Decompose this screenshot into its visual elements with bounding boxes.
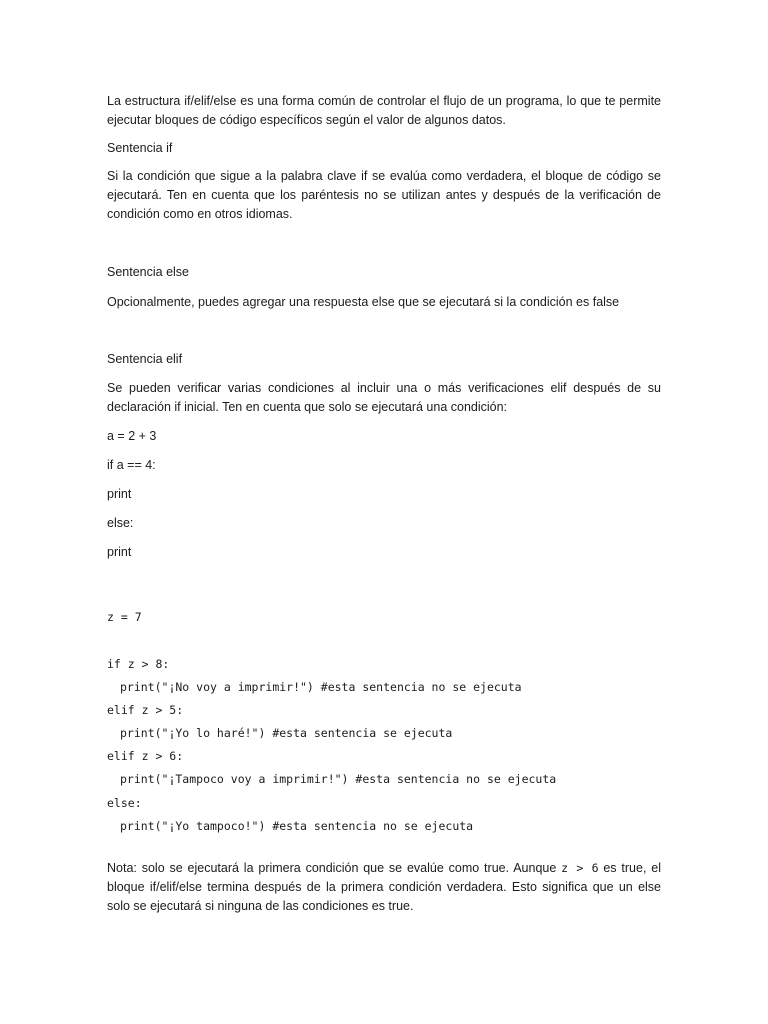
if-paragraph: Si la condición que sigue a la palabra clave if se evalúa como verdadera, el bloque de código se ejecutará. Ten en cuenta que los paréntesis no se utilizan antes y después de la verificación de condición como en otros idiomas. [107,169,661,221]
simple-example-line: print [107,545,132,559]
code-line: elif z > 6: [107,749,184,763]
note-inline-code: z > 6 [561,861,599,875]
heading-else: Sentencia else [107,265,190,279]
simple-example-line: print [107,487,132,501]
simple-example-line: if a == 4: [107,458,156,472]
code-line: print("¡Tampoco voy a imprimir!") #esta sentencia no se ejecuta [120,772,557,786]
code-line: print("¡No voy a imprimir!") #esta sentencia no se ejecuta [120,680,522,694]
heading-if: Sentencia if [107,141,173,155]
note-text-after: es true, el bloque if/elif/else termina después de la primera condición verdadera. Esto significa que un else solo se ejecutará si ninguna de las condiciones es true. [107,861,661,913]
code-line: print("¡Yo lo haré!") #esta sentencia se ejecuta [120,726,453,740]
code-line-assign: z = 7 [107,610,142,624]
code-line: else: [107,796,142,810]
intro-paragraph: La estructura if/elif/else es una forma común de controlar el flujo de un programa, lo que te permite ejecutar bloques de código específicos según el valor de algunos datos. [107,94,661,127]
code-line: elif z > 5: [107,703,184,717]
simple-example-line: a = 2 + 3 [107,429,157,443]
heading-elif: Sentencia elif [107,352,183,366]
else-paragraph: Opcionalmente, puedes agregar una respuesta else que se ejecutará si la condición es false [107,295,620,309]
note-text-before: Nota: solo se ejecutará la primera condición que se evalúe como true. Aunque [107,861,562,875]
simple-example-line: else: [107,516,134,530]
code-line: print("¡Yo tampoco!") #esta sentencia no se ejecuta [120,819,474,833]
elif-paragraph: Se pueden verificar varias condiciones al incluir una o más verificaciones elif después de su declaración if inicial. Ten en cuenta que solo se ejecutará una condición: [107,381,661,414]
code-line: if z > 8: [107,657,170,671]
note-paragraph [107,859,661,916]
